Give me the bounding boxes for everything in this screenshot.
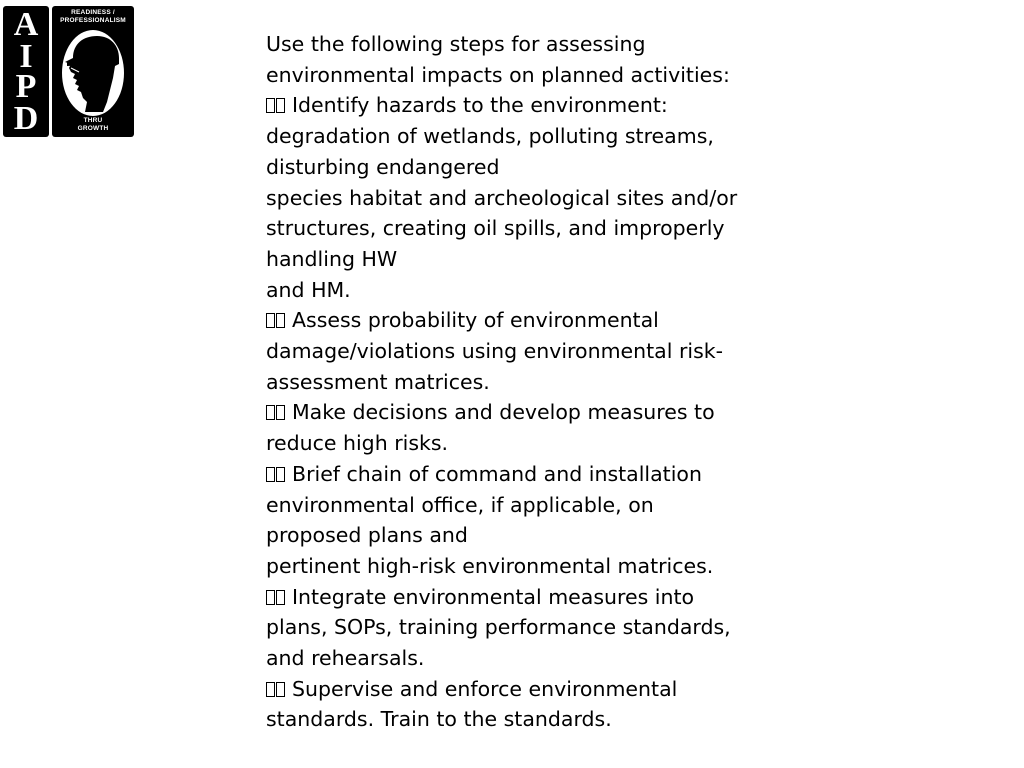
step-line: structures, creating oil spills, and improperly	[266, 216, 725, 241]
logo-motto-bottom	[52, 117, 134, 133]
step-line: standards. Train to the standards.	[266, 707, 612, 732]
step-line: species habitat and archeological sites and/or	[266, 185, 738, 210]
bullet-glyph-icon	[266, 90, 286, 121]
bullet-glyph-icon	[266, 305, 286, 336]
logo-letter-p: P	[15, 68, 37, 105]
step-line	[266, 674, 766, 705]
logo-shield	[52, 6, 134, 137]
bullet-glyph-icon	[266, 397, 286, 428]
step-line: and rehearsals.	[266, 646, 425, 671]
step-line: plans, SOPs, training performance standards,	[266, 615, 731, 640]
logo-motto-top-line: PROFESSIONALISM	[60, 17, 126, 24]
step-line: handling HW	[266, 246, 398, 271]
step-text: Identify hazards to the environment:	[292, 93, 668, 118]
step-text: Make decisions and develop measures to	[292, 400, 715, 425]
document-body	[266, 29, 766, 735]
step-line: proposed plans and	[266, 523, 468, 548]
step-line: damage/violations using environmental risk-	[266, 339, 724, 364]
step-line: and HM.	[266, 277, 351, 302]
step-line	[266, 90, 766, 121]
intro-line: Use the following steps for assessing	[266, 32, 646, 56]
step-text: Supervise and enforce environmental	[292, 676, 678, 701]
logo-motto-bottom-line: GROWTH	[77, 125, 109, 132]
step-line: environmental office, if applicable, on	[266, 492, 654, 517]
step-text: Assess probability of environmental	[292, 308, 659, 333]
step-line	[266, 459, 766, 490]
logo-letter-d: D	[13, 100, 39, 137]
step-line: pertinent high-risk environmental matrices.	[266, 553, 714, 578]
logo-letter-i: I	[19, 38, 33, 75]
logo-letter-a: A	[13, 6, 39, 43]
logo-motto-bottom-line: THRU	[83, 117, 103, 124]
logo-letter-column	[3, 6, 49, 137]
soldier-head-profile-icon	[59, 28, 127, 118]
logo-motto-top	[52, 9, 134, 25]
bullet-glyph-icon	[266, 582, 286, 613]
step-text: Integrate environmental measures into	[292, 584, 695, 609]
step-line: assessment matrices.	[266, 369, 490, 394]
logo-motto-top-line: READINESS /	[71, 9, 115, 16]
step-line: degradation of wetlands, polluting streams,	[266, 124, 714, 149]
step-line: disturbing endangered	[266, 154, 500, 179]
intro-line: environmental impacts on planned activities:	[266, 62, 730, 87]
step-line: reduce high risks.	[266, 431, 449, 456]
bullet-glyph-icon	[266, 459, 286, 490]
step-line	[266, 305, 766, 336]
step-text: Brief chain of command and installation	[292, 461, 702, 486]
step-line	[266, 397, 766, 428]
step-line	[266, 582, 766, 613]
bullet-glyph-icon	[266, 674, 286, 705]
aipd-logo	[3, 6, 134, 137]
